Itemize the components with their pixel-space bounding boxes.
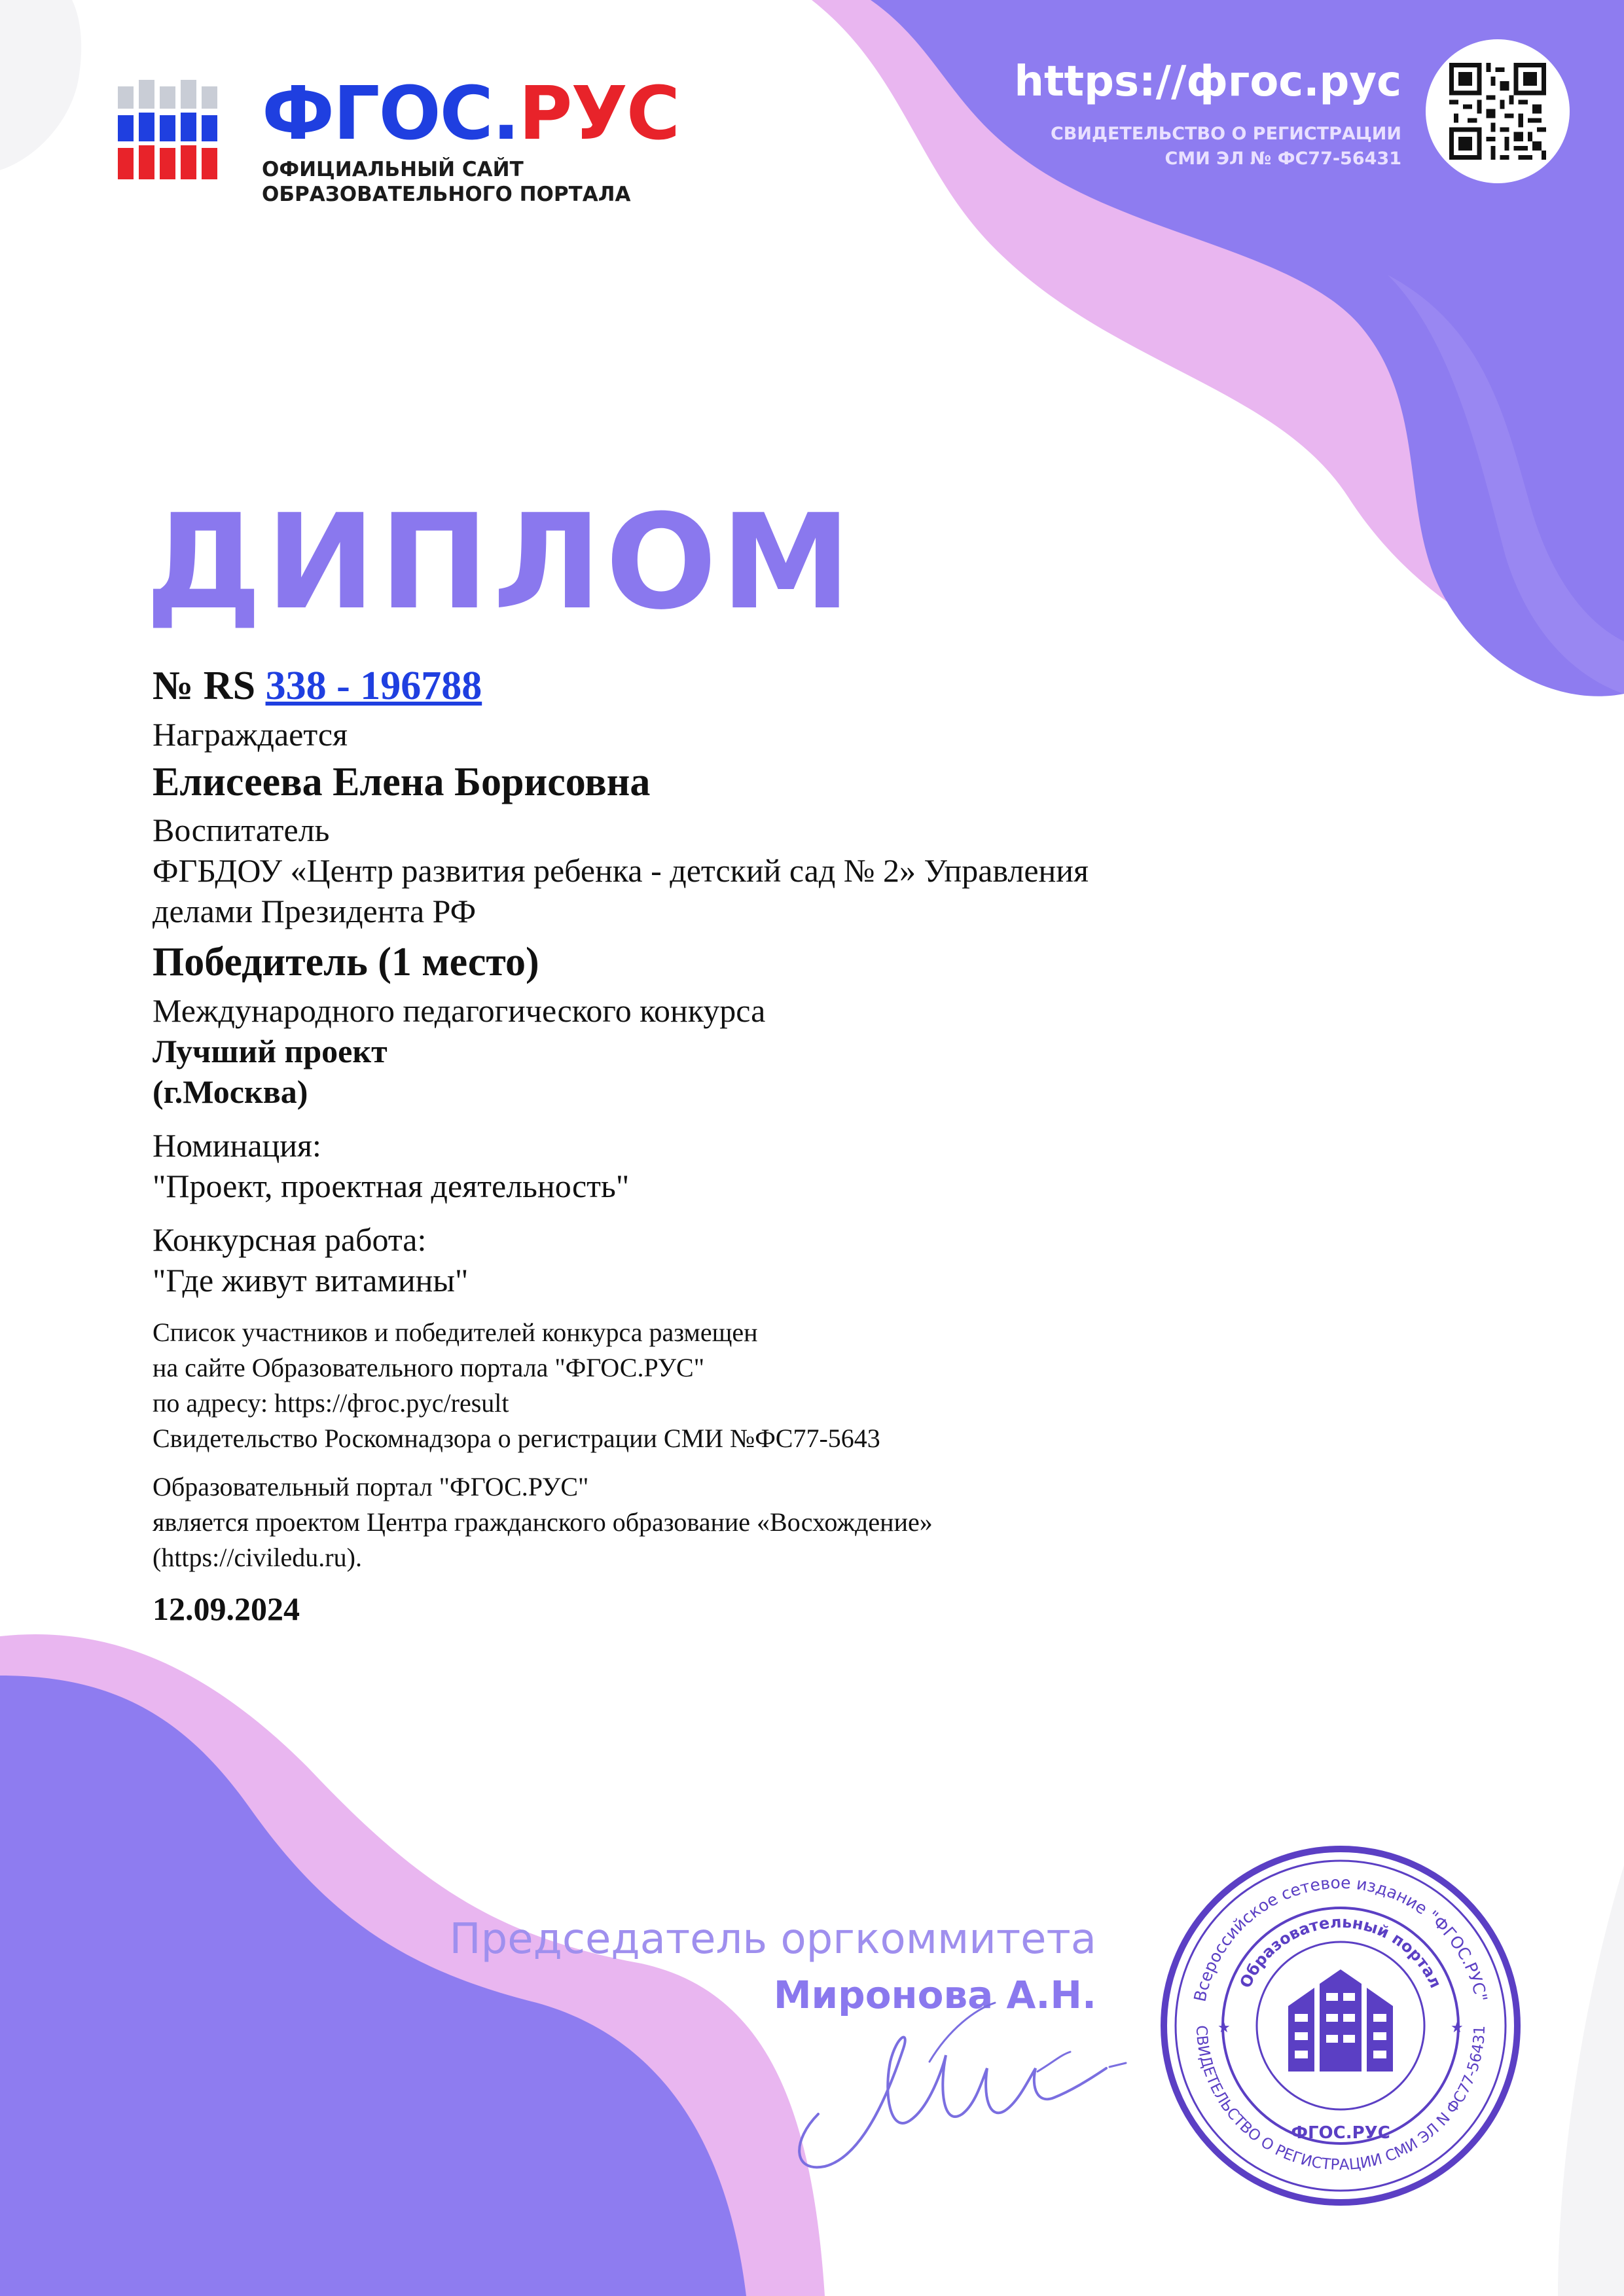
logo-subtitle-line2: ОБРАЗОВАТЕЛЬНОГО ПОРТАЛА: [262, 183, 631, 206]
logo-emblem-icon: [111, 77, 236, 202]
registration-line1: СВИДЕТЕЛЬСТВО О РЕГИСТРАЦИИ: [1050, 124, 1401, 144]
site-url-link[interactable]: https://фгос.рус: [1014, 58, 1401, 106]
logo-title-accent: РУС: [518, 71, 679, 156]
official-seal-stamp: [1157, 1842, 1524, 2209]
svg-text:Всероссийское сетевое издание: Всероссийское сетевое издание "ФГОС.РУС": [1190, 1873, 1491, 2003]
qr-code-badge[interactable]: [1426, 39, 1570, 183]
contest-type: Международного педагогического конкурса: [153, 992, 766, 1029]
logo-subtitle: [262, 157, 630, 207]
organization-line2: делами Президента РФ: [153, 893, 477, 929]
contest-name: Лучший проект: [153, 1033, 388, 1069]
recipient-name: Елисеева Елена Борисовна: [153, 760, 651, 804]
recipient-position: Воспитатель: [153, 812, 330, 848]
nomination-label: Номинация:: [153, 1127, 321, 1164]
logo-title-main: ФГОС.: [262, 71, 519, 156]
diploma-title: ДИПЛОМ: [145, 486, 856, 639]
note-line3: по адресу: https://фгос.рус/result: [153, 1388, 509, 1418]
issue-date: 12.09.2024: [153, 1590, 300, 1627]
signatory-name: Миронова А.Н.: [773, 1973, 1096, 2017]
registration-line2: СМИ ЭЛ № ФС77-56431: [1164, 149, 1401, 169]
project-line1: Образовательный портал "ФГОС.РУС": [153, 1472, 589, 1501]
qr-code-icon: [1449, 63, 1546, 160]
work-label: Конкурсная работа:: [153, 1221, 427, 1258]
svg-text:Образовательный портал: Образовательный портал: [1236, 1912, 1445, 1991]
logo-title: [262, 71, 679, 156]
award-place: Победитель (1 место): [153, 940, 539, 984]
handwritten-signature: [779, 1990, 1132, 2186]
organization-line1: ФГБДОУ «Центр развития ребенка - детский сад № 2» Управления: [153, 852, 1089, 889]
portal-logo[interactable]: [111, 71, 679, 208]
svg-text:★: ★: [1218, 2019, 1231, 2036]
project-line2: является проектом Центра гражданского образование «Восхождение»: [153, 1507, 933, 1537]
note-line1: Список участников и победителей конкурса размещен: [153, 1318, 758, 1347]
diploma-body: [153, 658, 1233, 1629]
logo-subtitle-line1: ОФИЦИАЛЬНЫЙ САЙТ: [262, 158, 524, 181]
svg-text:СВИДЕТЕЛЬСТВО О РЕГИСТРАЦИИ СМ: СВИДЕТЕЛЬСТВО О РЕГИСТРАЦИИ СМИ ЭЛ N ФС77-56431: [1192, 2024, 1489, 2174]
note-line4: Свидетельство Роскомнадзора о регистрации СМИ №ФС77-5643: [153, 1424, 880, 1453]
diploma-number-prefix: № RS: [153, 664, 256, 708]
project-line3: (https://civiledu.ru).: [153, 1543, 362, 1572]
work-value: "Где живут витамины": [153, 1262, 469, 1299]
note-line2: на сайте Образовательного портала "ФГОС.РУС": [153, 1353, 705, 1382]
signatory-role: Председатель оргкоммитета: [449, 1915, 1096, 1964]
nomination-value: "Проект, проектная деятельность": [153, 1168, 630, 1204]
svg-text:★: ★: [1451, 2019, 1464, 2036]
seal-bottom-label: ФГОС.РУС: [1291, 2123, 1390, 2143]
contest-city: (г.Москва): [153, 1073, 308, 1110]
registration-info: [1051, 122, 1401, 171]
diploma-number-link[interactable]: 338 - 196788: [265, 664, 482, 708]
diploma-number: [153, 658, 1233, 714]
awarded-label: Награждается: [153, 716, 348, 753]
